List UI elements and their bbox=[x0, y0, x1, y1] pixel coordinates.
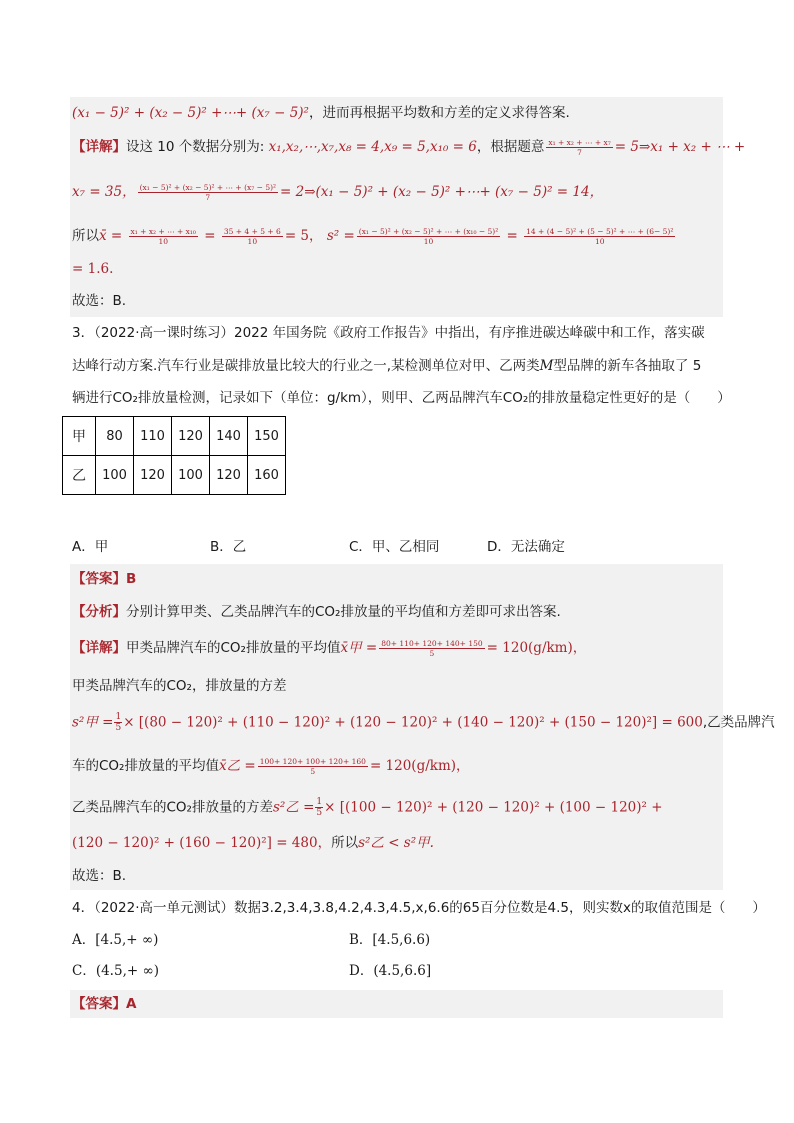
var10-value-fraction: $\frac{\text{14 + (4 − 5)² + (5 − 5)² + ⋯ + (6− 5)²}}{10}$ bbox=[526, 226, 674, 246]
q3-stem-line-3: 辆进行CO₂排放量检测，记录如下（单位：g/km），则甲、乙两品牌汽车CO₂的排放量稳定性更好的是（ ） bbox=[72, 390, 731, 406]
q3-detail-line-1: 【详解】甲类品牌汽车的CO₂排放量的平均值x̄甲 = $\frac{80+ 110+ 120+ 140+ 150}{5}$ = 120(g/km)， bbox=[72, 638, 587, 658]
var10-fraction: $\frac{\text{(x₁ − 5)² + (x₂ − 5)² + ⋯ + (x₁₀ − 5)²}}{10}$ bbox=[358, 226, 499, 246]
mean10-fraction: $\frac{\text{x₁ + x₂ + ⋯ + x₁₀}}{10}$ bbox=[130, 226, 196, 246]
mean-b-fraction: $\frac{100+ 120+ 100+ 120+ 160}{5}$ bbox=[259, 756, 366, 776]
table-cell: 120 bbox=[172, 417, 210, 456]
one-fifth-fraction: $\frac{1}{5}$ bbox=[115, 712, 122, 733]
q2-choice: 故选：B. bbox=[72, 293, 127, 309]
q4-option-c: C．(4.5,+ ∞) bbox=[72, 963, 159, 979]
q2-line-4: 所以x̄ = $\frac{\text{x₁ + x₂ + ⋯ + x₁₀}}{10}$ = $\frac{35 + 4 + 5 + 6}{10}$ = 5， s² = $\frac{\text{(x₁ − 5)² + (x₂ − 5)² + ⋯ + (x₁₀ − 5)²}}{10}$ = $\frac{\text{14 + (4 − 5)² + (5 − 5)² + ⋯ + (6− 5)²}}{10}$ bbox=[72, 226, 674, 246]
q4-option-a: A．[4.5,+ ∞) bbox=[72, 932, 159, 948]
q2-solution-block bbox=[70, 97, 723, 317]
q2-line-1: (x₁ − 5)² + (x₂ − 5)² +⋯+ (x₇ − 5)²，进而再根据平均数和方差的定义求得答案. bbox=[72, 105, 570, 121]
table-cell: 80 bbox=[96, 417, 134, 456]
table-cell: 120 bbox=[134, 456, 172, 495]
table-row bbox=[63, 417, 286, 456]
q3-choice: 故选：B. bbox=[72, 868, 127, 884]
row-label: 甲 bbox=[63, 417, 96, 456]
q3-stem-line-1: 3．（2022·高一课时练习）2022 年国务院《政府工作报告》中指出，有序推进碳达峰碳中和工作，落实碳 bbox=[72, 325, 705, 341]
table-cell: 100 bbox=[96, 456, 134, 495]
mean7-fraction: $\frac{\text{x₁ + x₂ + ⋯ + x₇}}{7}$ bbox=[548, 137, 611, 157]
q3-stem-line-2: 达峰行动方案.汽车行业是碳排放量比较大的行业之一,某检测单位对甲、乙两类M型品牌的新车各抽取了 5 bbox=[72, 358, 702, 374]
q3-option-a: A．甲 bbox=[72, 539, 109, 555]
q3-option-d: D．无法确定 bbox=[487, 539, 565, 555]
emission-table bbox=[62, 416, 286, 495]
table-cell: 120 bbox=[210, 456, 248, 495]
mean10-value-fraction: $\frac{35 + 4 + 5 + 6}{10}$ bbox=[223, 226, 281, 246]
q2-result: = 1.6. bbox=[72, 261, 114, 277]
q3-detail-line-4: 车的CO₂排放量的平均值x̄乙 = $\frac{100+ 120+ 100+ 120+ 160}{5}$ = 120(g/km)， bbox=[72, 756, 470, 776]
table-cell: 160 bbox=[248, 456, 286, 495]
q3-option-b: B．乙 bbox=[210, 539, 247, 555]
q2-detail-line: 【详解】设这 10 个数据分别为: x₁,x₂,⋯,x₇,x₈ = 4,x₉ = 5,x₁₀ = 6，根据题意 $\frac{\text{x₁ + x₂ + ⋯ + x₇}}{7}$ = 5⇒x₁ + x₂ + ⋯ + bbox=[72, 137, 746, 157]
q4-option-b: B．[4.5,6.6) bbox=[349, 932, 431, 948]
var7-fraction: $\frac{\text{(x₁ − 5)² + (x₂ − 5)² + ⋯ + (x₇ − 5)²}}{7}$ bbox=[139, 182, 277, 202]
row-label: 乙 bbox=[63, 456, 96, 495]
table-cell: 140 bbox=[210, 417, 248, 456]
q4-answer: 【答案】A bbox=[72, 996, 137, 1012]
one-fifth-fraction-b: $\frac{1}{5}$ bbox=[316, 797, 323, 818]
q4-option-d: D．(4.5,6.6] bbox=[349, 963, 432, 979]
table-row bbox=[63, 456, 286, 495]
q3-analysis: 【分析】分别计算甲类、乙类品牌汽车的CO₂排放量的平均值和方差即可求出答案. bbox=[72, 604, 561, 620]
q3-answer: 【答案】B bbox=[72, 571, 137, 587]
q3-detail-line-5: 乙类品牌汽车的CO₂排放量的方差s²乙 = $\frac{1}{5}$ × [(100 − 120)² + (120 − 120)² + (100 − 120)² + bbox=[72, 797, 663, 818]
q2-line-3: x₇ = 35， $\frac{\text{(x₁ − 5)² + (x₂ − 5)² + ⋯ + (x₇ − 5)²}}{7}$ = 2⇒(x₁ − 5)² + (x₂ − 5)² +⋯+ (x₇ − 5)² = 14， bbox=[72, 182, 604, 202]
q3-detail-line-3: s²甲 = $\frac{1}{5}$ × [(80 − 120)² + (110 − 120)² + (120 − 120)² + (140 − 120)² + (150 − 120)²] = 600,乙类品牌汽 bbox=[72, 712, 775, 733]
mean-a-fraction: $\frac{80+ 110+ 120+ 140+ 150}{5}$ bbox=[381, 638, 483, 658]
table-cell: 110 bbox=[134, 417, 172, 456]
q4-answer-block bbox=[70, 990, 723, 1018]
q3-detail-line-2: 甲类品牌汽车的CO₂，排放量的方差 bbox=[72, 678, 287, 694]
q3-option-c: C．甲、乙相同 bbox=[349, 539, 440, 555]
q4-stem: 4．（2022·高一单元测试）数据3.2,3.4,3.8,4.2,4.3,4.5,x,6.6的65百分位数是4.5，则实数x的取值范围是（ ） bbox=[72, 900, 766, 916]
q3-detail-line-6: (120 − 120)² + (160 − 120)²] = 480，所以s²乙 < s²甲. bbox=[72, 835, 434, 851]
table-cell: 150 bbox=[248, 417, 286, 456]
table-cell: 100 bbox=[172, 456, 210, 495]
